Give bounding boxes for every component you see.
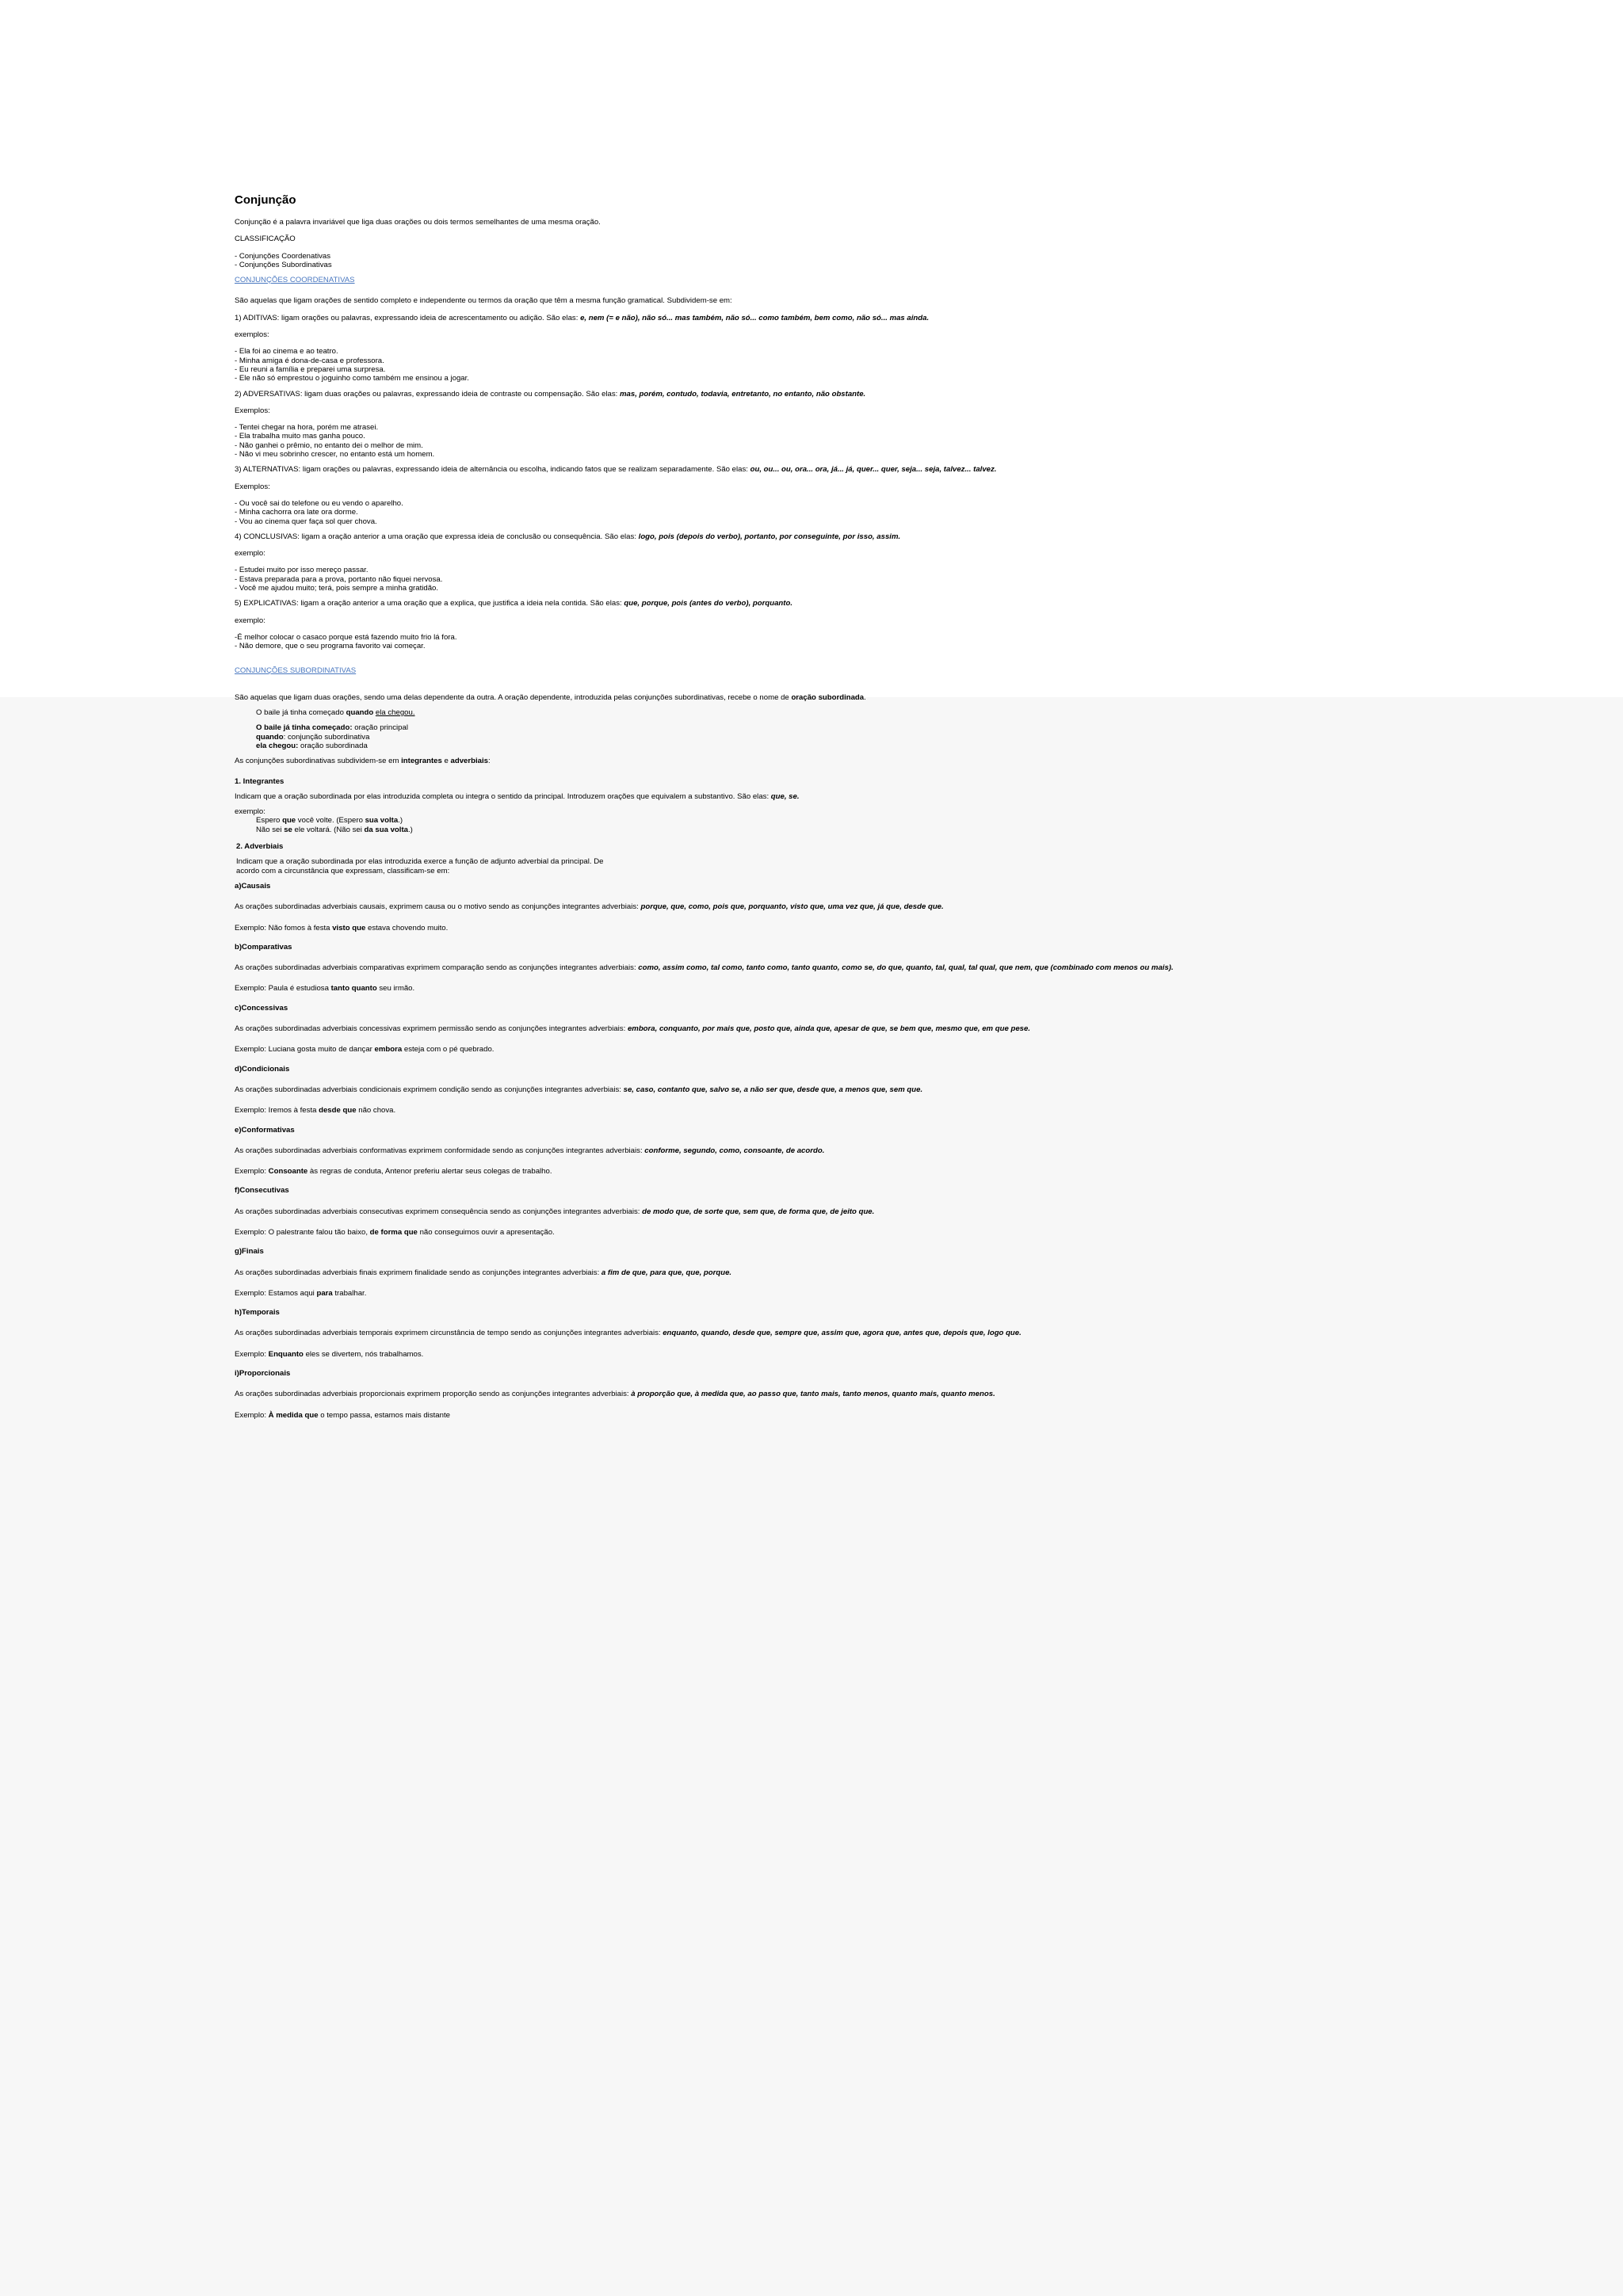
- conclusivas-paragraph: [235, 532, 1582, 541]
- conclusivas-list: logo, pois (depois do verbo), portanto, por conseguinte, por isso, assim.: [638, 532, 901, 541]
- ex-part: às regras de conduta, Antenor preferiu alertar seus colegas de trabalho.: [307, 1167, 552, 1177]
- example-line: - Ela trabalha muito mas ganha pouco.: [235, 432, 365, 441]
- example-line: - Ou você sai do telefone ou eu vendo o aparelho.: [235, 498, 403, 508]
- sub-divide-a: As conjunções subordinativas subdividem-se em: [235, 757, 402, 766]
- type-text: [235, 1024, 1582, 1033]
- type-text: [235, 1268, 1582, 1277]
- sub-divide: [235, 757, 1582, 765]
- coordenativas-intro: São aquelas que ligam orações de sentido completo e independente ou termos da oração que têm a mesma função gramatical. Subdividem-se em:: [235, 296, 732, 306]
- ex-part: seu irmão.: [376, 984, 415, 994]
- explicativas-examples: [235, 633, 1582, 651]
- example-line: - Não vi meu sobrinho crescer, no entanto está um homem.: [235, 450, 435, 460]
- type-desc: As orações subordinadas adverbiais concessivas exprimem permissão sendo as conjunções integrantes adverbiais:: [235, 1024, 628, 1034]
- example-line: [256, 826, 1582, 834]
- ex-bold: se: [284, 825, 292, 834]
- type-text: [235, 1207, 1582, 1216]
- type-example: [235, 924, 1582, 933]
- type-heading: b)Comparativas: [235, 942, 292, 952]
- adverbial-type-section: [235, 1308, 1582, 1369]
- type-list: enquanto, quando, desde que, sempre que, assim que, agora que, antes que, depois que, logo que.: [663, 1329, 1022, 1338]
- type-list: porque, que, como, pois que, porquanto, visto que, uma vez que, já que, desde que.: [640, 902, 944, 912]
- ex-part: esteja com o pé quebrado.: [402, 1045, 495, 1055]
- sub-part-term: ela chegou:: [256, 741, 299, 750]
- page-title: Conjunção: [235, 193, 296, 207]
- type-desc: As orações subordinadas adverbiais temporais exprimem circunstância de tempo sendo as conjunções integrantes adverbiais:: [235, 1329, 663, 1338]
- list-item: - Conjunções Coordenativas: [235, 251, 331, 261]
- type-desc: As orações subordinadas adverbiais proporcionais exprimem proporção sendo as conjunções integrantes adverbiais:: [235, 1390, 632, 1399]
- type-list: embora, conquanto, por mais que, posto que, ainda que, apesar de que, se bem que, mesmo que, em que pese.: [627, 1024, 1031, 1034]
- type-desc: As orações subordinadas adverbiais condicionais exprimem condição sendo as conjunções integrantes adverbiais:: [235, 1085, 624, 1094]
- ex-bold: desde que: [319, 1106, 357, 1116]
- alternativas-label: 3) ALTERNATIVAS: ligam orações ou palavras, expressando ideia de alternância ou escolha, indicando fatos que se realizam separadamente. São elas:: [235, 465, 750, 475]
- type-desc: As orações subordinadas adverbiais comparativas exprimem comparação sendo as conjunções integrantes adverbiais:: [235, 963, 639, 973]
- aditivas-examples: [235, 347, 1582, 383]
- type-example: [235, 1228, 1582, 1237]
- example-line: - Estudei muito por isso mereço passar.: [235, 566, 369, 575]
- type-heading: d)Condicionais: [235, 1064, 290, 1074]
- ex-part: Exemplo: Não fomos à festa: [235, 923, 333, 933]
- type-example: [235, 1289, 1582, 1298]
- sub-example: [235, 708, 1582, 717]
- adverbial-type-section: [235, 882, 1582, 943]
- example-line: - Minha cachorra ora late ora dorme.: [235, 508, 358, 517]
- sub-part-term: quando: [256, 732, 284, 742]
- type-list: a fim de que, para que, que, porque.: [601, 1268, 732, 1277]
- type-desc: As orações subordinadas adverbiais conformativas exprimem conformidade sendo as conjunções integrantes adverbiais:: [235, 1146, 645, 1155]
- type-desc: As orações subordinadas adverbiais consecutivas exprimem consequência sendo as conjunções integrantes adverbiais:: [235, 1207, 643, 1216]
- alternativas-ex-label: Exemplos:: [235, 482, 270, 491]
- ex-bold: de forma que: [369, 1228, 418, 1237]
- ex-bold: tanto quanto: [330, 984, 377, 994]
- sub-example-b: quando: [346, 708, 374, 718]
- ex-part: eles se divertem, nós trabalhamos.: [303, 1349, 424, 1359]
- type-text: [235, 902, 1582, 911]
- ex-bold: À medida que: [268, 1410, 319, 1420]
- ex-part: ele voltará. (Não sei: [292, 825, 365, 834]
- ex-part: .): [407, 825, 413, 834]
- type-list: de modo que, de sorte que, sem que, de forma que, de jeito que.: [642, 1207, 875, 1216]
- adverbial-types: [235, 882, 1582, 1430]
- sub-parts: [235, 723, 1582, 750]
- type-example: [235, 1411, 1582, 1420]
- subordinativas-intro: São aquelas que ligam duas orações, sendo uma delas dependente da outra. A oração dependente, introduzida pelas conjunções subordinativas, recebe o nome de oração subordinada.: [235, 692, 866, 702]
- type-example: [235, 1167, 1582, 1176]
- alternativas-paragraph: [235, 465, 1582, 474]
- type-heading: f)Consecutivas: [235, 1186, 289, 1196]
- ex-bold: Consoante: [268, 1167, 308, 1177]
- coordenativas-link[interactable]: CONJUNÇÕES COORDENATIVAS: [235, 276, 355, 285]
- example-line: - Ela foi ao cinema e ao teatro.: [235, 347, 338, 357]
- sub-part: [256, 723, 1582, 732]
- adverbiais-line: acordo com a circunstância que expressam, classificam-se em:: [236, 866, 450, 875]
- type-heading: a)Causais: [235, 881, 271, 891]
- adversativas-ex-label: Exemplos:: [235, 406, 270, 415]
- type-text: [235, 1085, 1582, 1094]
- sub-intro-text: São aquelas que ligam duas orações, sendo uma delas dependente da outra. A oração dependente, introduzida pelas conjunções subordinativas, recebe o nome de: [235, 692, 792, 702]
- example-line: - Ele não só emprestou o joguinho como também me ensinou a jogar.: [235, 374, 469, 383]
- ex-part: Exemplo: Iremos à festa: [235, 1106, 319, 1116]
- explicativas-list: que, porque, pois (antes do verbo), porquanto.: [624, 599, 793, 608]
- type-desc: As orações subordinadas adverbiais causais, exprimem causa ou o motivo sendo as conjunções integrantes adverbiais:: [235, 902, 641, 912]
- sub-part-role: oração subordinada: [298, 741, 368, 750]
- adverbial-type-section: [235, 943, 1582, 1004]
- sub-divide-b1: integrantes: [401, 757, 442, 766]
- adverbiais-text: [235, 857, 1582, 875]
- type-desc: As orações subordinadas adverbiais finais exprimem finalidade sendo as conjunções integrantes adverbiais:: [235, 1268, 601, 1277]
- ex-bold: da sua volta: [364, 825, 408, 834]
- ex-part: Exemplo: Luciana gosta muito de dançar: [235, 1045, 375, 1055]
- example-line: [256, 816, 1582, 825]
- integrantes-heading: 1. Integrantes: [235, 776, 285, 786]
- adverbial-type-section: [235, 1065, 1582, 1126]
- classificacao-label: CLASSIFICAÇÃO: [235, 235, 296, 244]
- type-heading: i)Proporcionais: [235, 1369, 291, 1379]
- example-line: - Estava preparada para a prova, portanto não fiquei nervosa.: [235, 574, 443, 584]
- type-list: como, assim como, tal como, tanto como, tanto quanto, como se, do que, quanto, tal, qual, tal qual, que nem, que (combinado com menos ou mais).: [638, 963, 1174, 973]
- ex-part: você volte. (Espero: [296, 816, 365, 826]
- ex-bold: Enquanto: [268, 1349, 304, 1359]
- sub-part-term: O baile já tinha começado:: [256, 723, 353, 733]
- aditivas-ex-label: exemplos:: [235, 330, 269, 340]
- ex-part: Exemplo: Estamos aqui: [235, 1288, 317, 1298]
- alternativas-examples: [235, 499, 1582, 526]
- explicativas-label: 5) EXPLICATIVAS: ligam a oração anterior a uma oração que a explica, que justifica a ideia nela contida. São elas:: [235, 599, 624, 608]
- sub-example-d: ela chegou.: [375, 708, 415, 718]
- example-line: - Vou ao cinema quer faça sol quer chova.: [235, 517, 377, 526]
- integrantes-list: que, se.: [770, 791, 800, 801]
- example-line: - Não demore, que o seu programa favorito vai começar.: [235, 642, 426, 651]
- ex-part: Espero: [256, 816, 283, 826]
- adverbial-type-section: [235, 1369, 1582, 1430]
- ex-part: Exemplo: Paula é estudiosa: [235, 984, 331, 994]
- ex-part: não chova.: [356, 1106, 396, 1116]
- ex-bold: visto que: [332, 923, 366, 933]
- sub-divide-e: :: [487, 757, 491, 766]
- ex-part: .): [398, 816, 403, 826]
- conclusivas-examples: [235, 566, 1582, 593]
- ex-part: não conseguimos ouvir a apresentação.: [417, 1228, 555, 1237]
- ex-part: Exemplo:: [235, 1349, 269, 1359]
- subordinativas-link[interactable]: CONJUNÇÕES SUBORDINATIVAS: [235, 666, 357, 675]
- type-example: [235, 1045, 1582, 1054]
- explicativas-paragraph: [235, 599, 1582, 608]
- type-text: [235, 963, 1582, 972]
- integrantes-desc: Indicam que a oração subordinada por elas introduzida completa ou integra o sentido da principal. Introduzem orações que equivalem a substantivo. São elas:: [235, 791, 771, 801]
- sub-part-role: : conjunção subordinativa: [283, 732, 370, 742]
- ex-part: Não sei: [256, 825, 285, 834]
- conclusivas-ex-label: exemplo:: [235, 549, 265, 559]
- sub-part-role: oração principal: [352, 723, 408, 733]
- sub-intro-bold: oração subordinada: [791, 692, 865, 702]
- integrantes-text: [235, 792, 1582, 801]
- explicativas-ex-label: exemplo:: [235, 616, 265, 625]
- alternativas-list: ou, ou... ou, ora... ora, já... já, quer... quer, seja... seja, talvez... talvez.: [750, 465, 997, 475]
- type-list: se, caso, contanto que, salvo se, a não ser que, desde que, a menos que, sem que.: [623, 1085, 923, 1094]
- type-text: [235, 1146, 1582, 1155]
- example-line: - Não ganhei o prêmio, no entanto dei o melhor de mim.: [235, 441, 423, 450]
- conclusivas-label: 4) CONCLUSIVAS: ligam a oração anterior a uma oração que expressa ideia de conclusão ou consequência. São elas:: [235, 532, 639, 541]
- classificacao-list: [235, 252, 1582, 270]
- sub-divide-b2: adverbiais: [450, 757, 488, 766]
- ex-part: Exemplo:: [235, 1410, 269, 1420]
- ex-part: Exemplo: O palestrante falou tão baixo,: [235, 1228, 370, 1237]
- ex-part: estava chovendo muito.: [365, 923, 449, 933]
- adverbial-type-section: [235, 1004, 1582, 1065]
- example-line: - Você me ajudou muito; terá, pois sempre a minha gratidão.: [235, 584, 439, 593]
- document-body: [235, 182, 1582, 1430]
- type-heading: h)Temporais: [235, 1308, 280, 1318]
- sub-part: [256, 733, 1582, 742]
- adverbial-type-section: [235, 1126, 1582, 1187]
- adversativas-label: 2) ADVERSATIVAS: ligam duas orações ou palavras, expressando ideia de contraste ou compensação. São elas:: [235, 389, 620, 399]
- adversativas-list: mas, porém, contudo, todavia, entretanto, no entanto, não obstante.: [620, 389, 866, 399]
- type-example: [235, 984, 1582, 993]
- adverbial-type-section: [235, 1186, 1582, 1247]
- adverbiais-line: Indicam que a oração subordinada por elas introduzida exerce a função de adjunto adverbial da principal. De: [236, 857, 604, 867]
- ex-bold: sua volta: [365, 816, 399, 826]
- type-text: [235, 1329, 1582, 1337]
- type-text: [235, 1390, 1582, 1398]
- ex-part: o tempo passa, estamos mais distante: [318, 1410, 450, 1420]
- sub-part: [256, 742, 1582, 750]
- type-heading: c)Concessivas: [235, 1003, 288, 1013]
- aditivas-paragraph: [235, 314, 1582, 322]
- type-list: conforme, segundo, como, consoante, de acordo.: [644, 1146, 825, 1155]
- ex-bold: embora: [374, 1045, 403, 1055]
- list-item: - Conjunções Subordinativas: [235, 260, 332, 269]
- ex-part: Exemplo:: [235, 1167, 269, 1177]
- ex-part: trabalhar.: [332, 1288, 367, 1298]
- integrantes-examples: [235, 816, 1582, 834]
- sub-divide-m: e: [441, 757, 451, 766]
- type-heading: e)Conformativas: [235, 1125, 295, 1135]
- type-list: à proporção que, à medida que, ao passo que, tanto mais, tanto menos, quanto mais, quanto menos.: [631, 1390, 995, 1399]
- ex-bold: que: [282, 816, 296, 826]
- example-line: - Eu reuni a família e preparei uma surpresa.: [235, 364, 386, 374]
- example-line: - Minha amiga é dona-de-casa e professora.: [235, 356, 384, 365]
- adversativas-examples: [235, 423, 1582, 459]
- definition: Conjunção é a palavra invariável que liga duas orações ou dois termos semelhantes de uma mesma oração.: [235, 218, 601, 227]
- ex-bold: para: [316, 1288, 333, 1298]
- type-example: [235, 1106, 1582, 1115]
- adverbiais-heading: 2. Adverbiais: [236, 842, 284, 852]
- aditivas-list: e, nem (= e não), não só... mas também, não só... como também, bem como, não só... mas ainda.: [580, 313, 930, 322]
- sub-example-a: O baile já tinha começado: [256, 708, 346, 718]
- adversativas-paragraph: [235, 390, 1582, 399]
- type-heading: g)Finais: [235, 1247, 264, 1257]
- type-example: [235, 1350, 1582, 1359]
- aditivas-label: 1) ADITIVAS: ligam orações ou palavras, expressando ideia de acrescentamento ou adição. São elas:: [235, 313, 581, 322]
- example-line: -É melhor colocar o casaco porque está fazendo muito frio lá fora.: [235, 632, 457, 642]
- example-line: - Tentei chegar na hora, porém me atrasei.: [235, 423, 379, 433]
- integrantes-ex-label: exemplo:: [235, 807, 265, 817]
- adverbial-type-section: [235, 1247, 1582, 1308]
